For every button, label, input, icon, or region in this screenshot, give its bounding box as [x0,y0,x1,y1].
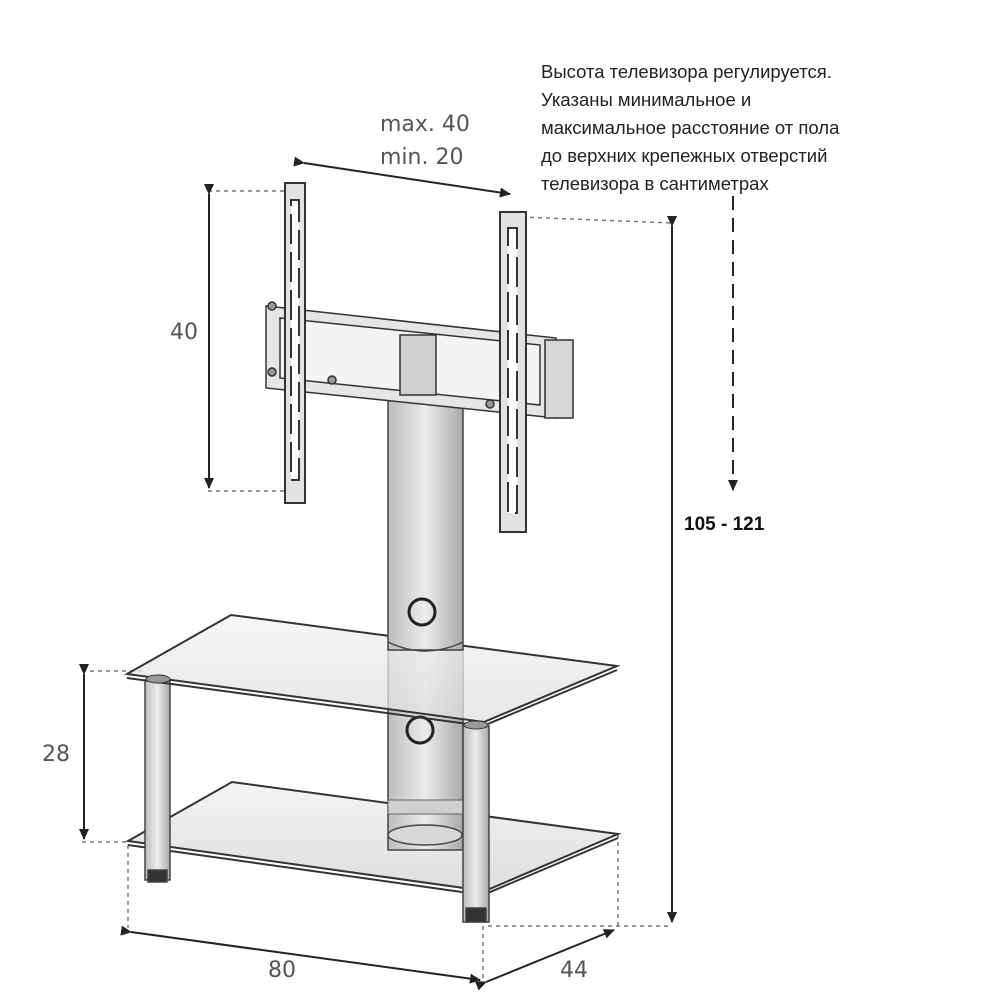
note-line: телевизора в сантиметрах [541,173,769,194]
width-arrow [131,932,480,980]
depth-arrow [486,930,614,982]
central-column-upper [388,384,463,651]
vesa-min-label: min. 20 [380,145,464,170]
width-label: 80 [268,958,296,983]
note-line: до верхних крепежных отверстий [541,145,828,166]
note-line: максимальное расстояние от пола [541,117,840,138]
note-line: Указаны минимальное и [541,89,752,110]
depth-label: 44 [560,958,588,983]
vertical-rail-right [500,212,526,532]
upper-shelf [127,615,617,729]
bracket-height-label: 40 [170,320,198,345]
shelf-gap-label: 28 [42,742,70,767]
total-height-label: 105 - 121 [684,514,765,535]
adjustment-note [541,58,941,198]
note-line: Высота телевизора регулируется. [541,61,832,82]
vesa-max-label: max. 40 [380,112,470,137]
vertical-rail-left [285,183,305,503]
lower-shelf [128,782,618,895]
